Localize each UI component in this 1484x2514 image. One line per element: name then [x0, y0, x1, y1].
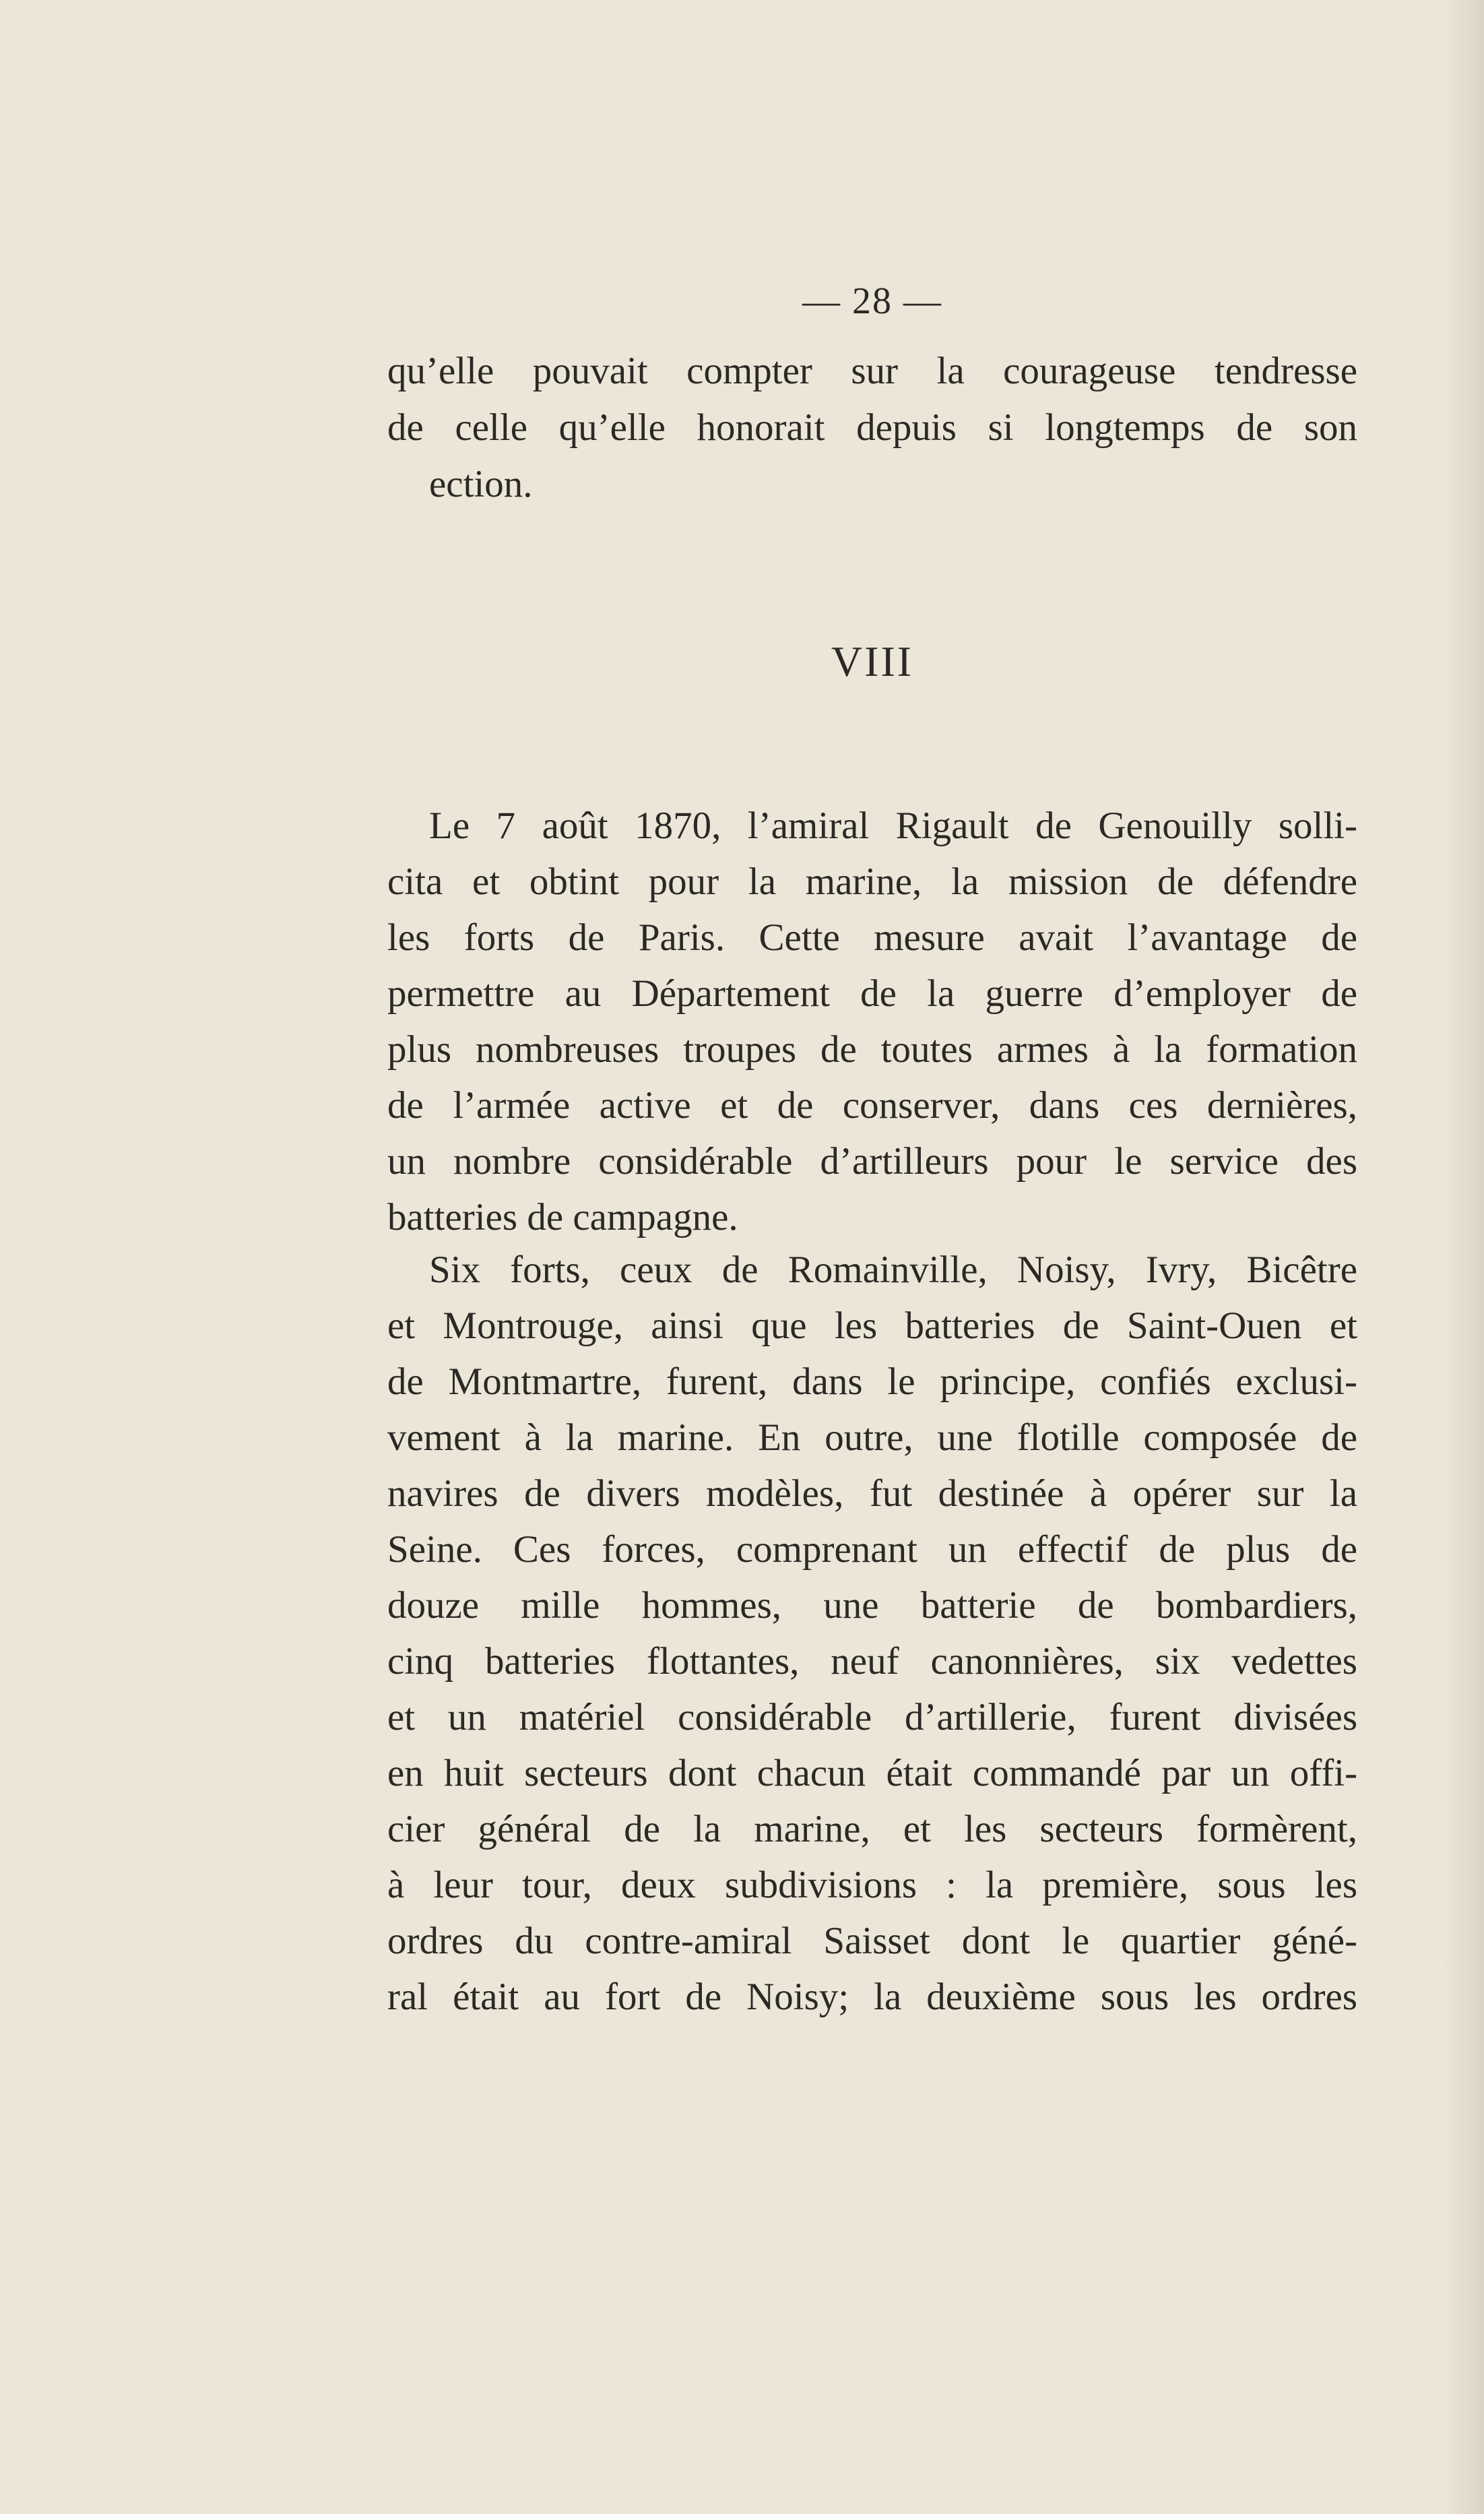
page-edge-shadow: [1444, 0, 1484, 2514]
page-number: — 28 —: [802, 280, 942, 322]
text-line: Six forts, ceux de Romainville, Noisy, Ivry, Bicêtre: [429, 1249, 1357, 1291]
text-line: vement à la marine. En outre, une flotille composée de: [387, 1416, 1357, 1459]
section-heading: VIII: [831, 637, 914, 685]
text-line: les forts de Paris. Cette mesure avait l’avantage de: [387, 916, 1357, 959]
text-line: ection.: [429, 463, 533, 505]
text-line: Seine. Ces forces, comprenant un effectif de plus de: [387, 1528, 1357, 1571]
text-line: et un matériel considérable d’artillerie, furent divisées: [387, 1696, 1357, 1738]
text-line: de celle qu’elle honorait depuis si longtemps de son: [387, 406, 1357, 449]
text-line: permettre au Département de la guerre d’employer de: [387, 972, 1357, 1015]
text-line: batteries de campagne.: [387, 1196, 738, 1238]
text-line: cinq batteries flottantes, neuf canonnières, six vedettes: [387, 1640, 1357, 1683]
text-line: cita et obtint pour la marine, la mission de défendre: [387, 860, 1357, 903]
text-line: en huit secteurs dont chacun était commandé par un offi-: [387, 1752, 1357, 1794]
text-line: cier général de la marine, et les secteurs formèrent,: [387, 1808, 1357, 1850]
text-line: ordres du contre-amiral Saisset dont le quartier géné-: [387, 1920, 1357, 1962]
text-line: plus nombreuses troupes de toutes armes à la formation: [387, 1028, 1357, 1071]
text-line: un nombre considérable d’artilleurs pour le service des: [387, 1140, 1357, 1183]
text-line: de l’armée active et de conserver, dans ces dernières,: [387, 1084, 1357, 1127]
text-line: qu’elle pouvait compter sur la courageuse tendresse: [387, 350, 1357, 392]
text-line: navires de divers modèles, fut destinée à opérer sur la: [387, 1472, 1357, 1515]
text-line: douze mille hommes, une batterie de bombardiers,: [387, 1584, 1357, 1627]
text-line: Le 7 août 1870, l’amiral Rigault de Genouilly solli-: [429, 805, 1357, 847]
text-line: à leur tour, deux subdivisions : la première, sous les: [387, 1864, 1357, 1906]
text-line: et Montrouge, ainsi que les batteries de Saint-Ouen et: [387, 1305, 1357, 1347]
text-line: de Montmartre, furent, dans le principe, confiés exclusi-: [387, 1360, 1357, 1403]
text-line: ral était au fort de Noisy; la deuxième sous les ordres: [387, 1976, 1357, 2018]
